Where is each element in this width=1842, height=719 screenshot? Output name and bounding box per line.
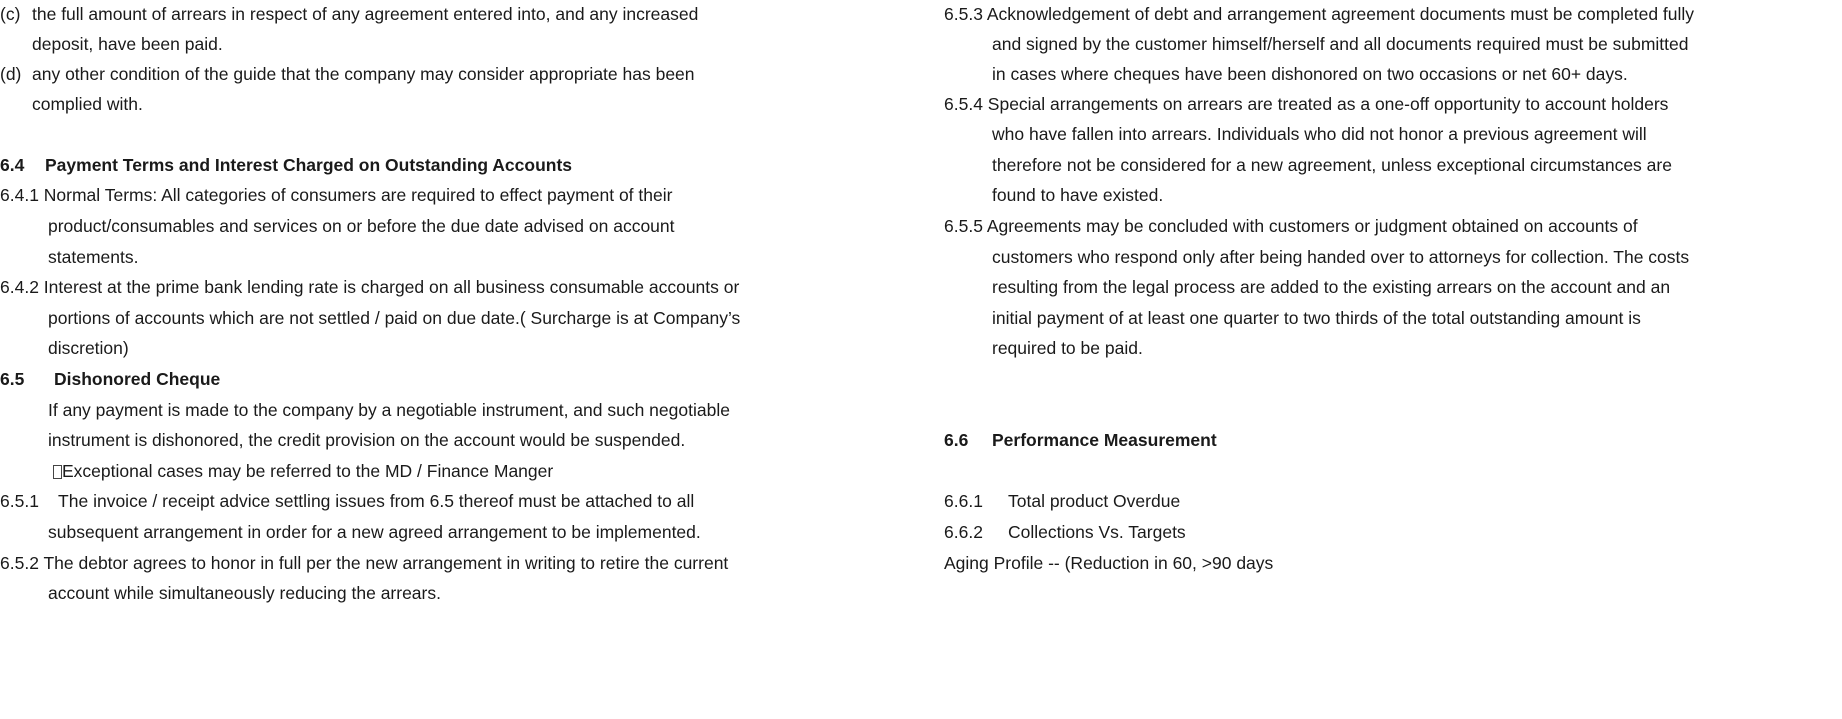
para-6-4-2-line1: 6.4.2 Interest at the prime bank lending rate is charged on all business consumable accounts or: [0, 277, 740, 297]
para-6-5-3-line3: in cases where cheques have been dishonored on two occasions or net 60+ days.: [992, 64, 1628, 84]
item-6-6-2-text: Collections Vs. Targets: [1008, 522, 1186, 542]
para-6-5-4-line1: 6.5.4 Special arrangements on arrears are treated as a one-off opportunity to account holders: [944, 94, 1669, 114]
para-6-5-5-line1: 6.5.5 Agreements may be concluded with customers or judgment obtained on accounts of: [944, 216, 1638, 236]
para-6-5-5-line2: customers who respond only after being handed over to attorneys for collection. The costs: [992, 247, 1690, 267]
para-6-4-1-line2: product/consumables and services on or before the due date advised on account: [48, 216, 675, 236]
para-6-4-2-line3: discretion): [48, 338, 129, 358]
section-6-4-title: Payment Terms and Interest Charged on Outstanding Accounts: [45, 155, 573, 175]
para-6-5-1-line1: 6.5.1 The invoice / receipt advice settling issues from 6.5 thereof must be attached to all: [0, 491, 695, 511]
item-c-line2: deposit, have been paid.: [32, 34, 223, 54]
para-6-5-3-line2: and signed by the customer himself/herself and all documents required must be submitted: [992, 34, 1689, 54]
section-6-6-title: Performance Measurement: [992, 430, 1217, 450]
para-6-5-3-line1: 6.5.3 Acknowledgement of debt and arrangement agreement documents must be completed fully: [944, 4, 1695, 24]
para-6-5-5-line5: required to be paid.: [992, 338, 1143, 358]
para-6-5-line1: If any payment is made to the company by a negotiable instrument, and such negotiable: [48, 400, 730, 420]
para-6-4-1-line3: statements.: [48, 247, 139, 267]
item-6-6-1-number: 6.6.1: [944, 491, 983, 511]
para-6-5-4-line2: who have fallen into arrears. Individuals who did not honor a previous agreement will: [992, 124, 1647, 144]
item-c-line1: the full amount of arrears in respect of any agreement entered into, and any increased: [32, 4, 699, 24]
para-6-5-1-line2: subsequent arrangement in order for a new agreed arrangement to be implemented.: [48, 522, 701, 542]
item-d-line1: any other condition of the guide that the company may consider appropriate has been: [32, 64, 695, 84]
item-6-6-2-number: 6.6.2: [944, 522, 983, 542]
para-6-5-4-line4: found to have existed.: [992, 185, 1164, 205]
missing-glyph-icon: [53, 465, 62, 479]
item-6-6-1-text: Total product Overdue: [1008, 491, 1181, 511]
para-6-4-1-line1: 6.4.1 Normal Terms: All categories of consumers are required to effect payment of their: [0, 185, 673, 205]
section-6-4-number: 6.4: [0, 155, 25, 175]
item-d-line2: complied with.: [32, 94, 143, 114]
item-d-marker: (d): [0, 64, 22, 84]
section-6-5-number: 6.5: [0, 369, 25, 389]
para-6-5-2-line2: account while simultaneously reducing the arrears.: [48, 583, 441, 603]
item-c-marker: (c): [0, 4, 21, 24]
para-6-5-2-line1: 6.5.2 The debtor agrees to honor in full per the new arrangement in writing to retire the current: [0, 553, 729, 573]
para-6-5-5-line3: resulting from the legal process are added to the existing arrears on the account and an: [992, 277, 1671, 297]
section-6-6-number: 6.6: [944, 430, 969, 450]
para-6-5-line3: Exceptional cases may be referred to the MD / Finance Manger: [53, 461, 553, 481]
section-6-5-title: Dishonored Cheque: [54, 369, 221, 389]
para-6-4-2-line2: portions of accounts which are not settled / paid on due date.( Surcharge is at Company’s: [48, 308, 741, 328]
aging-profile: Aging Profile -- (Reduction in 60, >90 days: [944, 553, 1274, 573]
para-6-5-line2: instrument is dishonored, the credit provision on the account would be suspended.: [48, 430, 686, 450]
para-6-5-4-line3: therefore not be considered for a new agreement, unless exceptional circumstances are: [992, 155, 1672, 175]
para-6-5-5-line4: initial payment of at least one quarter to two thirds of the total outstanding amount is: [992, 308, 1641, 328]
